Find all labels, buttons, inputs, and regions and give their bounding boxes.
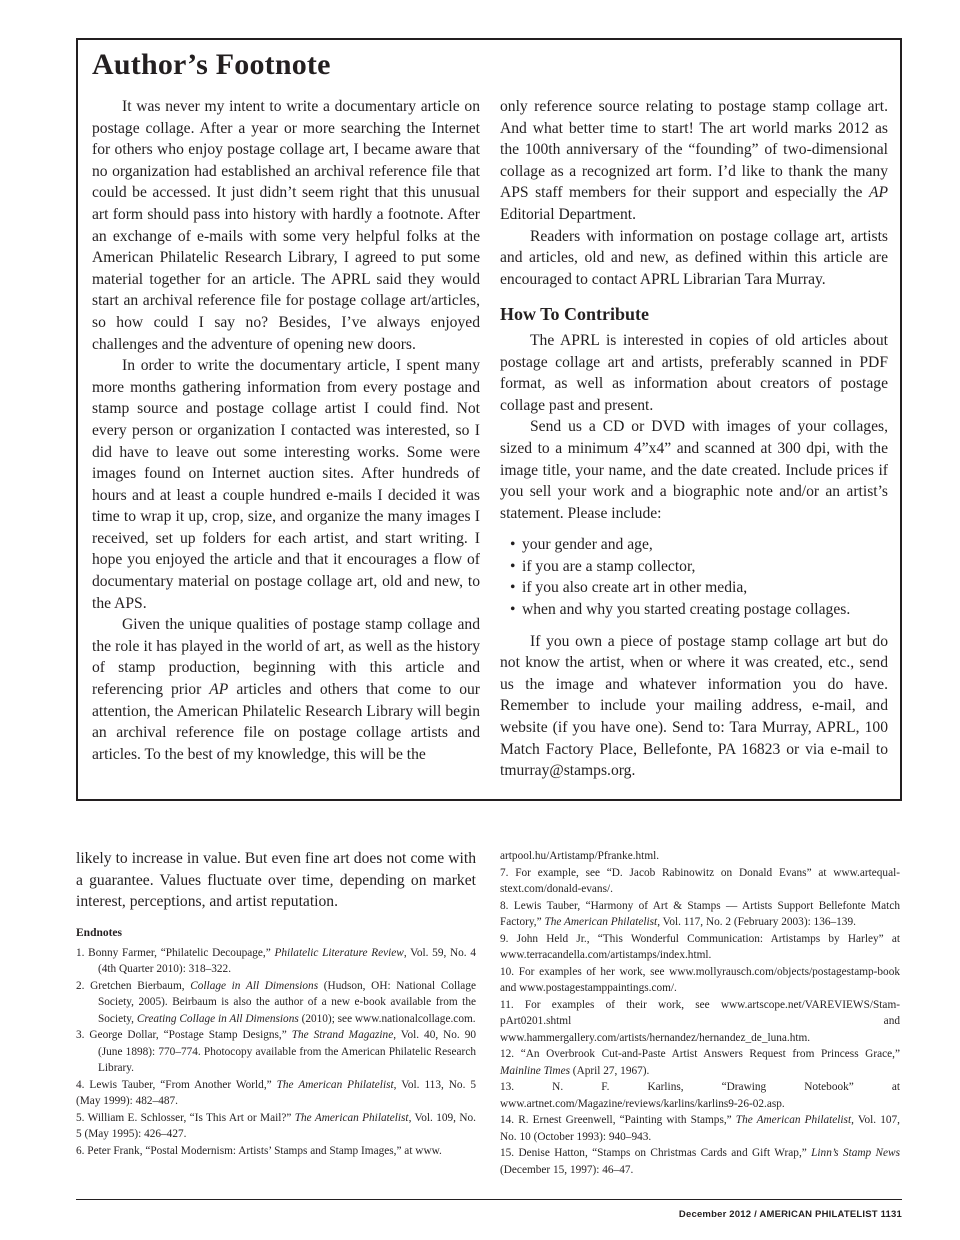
endnotes-heading: Endnotes (76, 926, 123, 939)
endnote-1: 1. Bonny Farmer, “Philatelic Decoupage,” Philatelic Literature Review, Vol. 59, No. 4 (4th Quarter 2010): 318–322. (76, 946, 476, 976)
endnote-10: 10. For examples of her work, see www.mollyrausch.com/objects/postagestamp-book and www.postagestamppaintings.com/. (500, 965, 900, 994)
how-to-contribute-heading: How To Contribute (500, 304, 650, 325)
contribute-paragraph-2: Send us a CD or DVD with images of your collages, sized to a minimum 4”x4” and scanned at 300 dpi, with the image title, your name, and the date created. Include prices if you sell your work and a biographic note and/or an artist’s statement. Please include: (500, 418, 888, 522)
sidebar-paragraph-5: Readers with information on postage collage art, artists and articles, old and new, as defined within this article are encouraged to contact APRL Librarian Tara Murray. (500, 227, 888, 288)
endnote-4: 4. Lewis Tauber, “From Another World,” The American Philatelist, Vol. 113, No. 5 (May 1999): 482–487. (76, 1078, 476, 1108)
footer-rule (76, 1199, 902, 1200)
contribute-closing-paragraph: If you own a piece of postage stamp collage art but do not know the artist, when or where it was created, etc., send us the image and whatever information you do have. Remember to include your mailing address, e-mail, and website (if you have one). Send to: Tara Murray, APRL, 100 Match Factory Place, Bellefonte, PA 16823 or via e-mail to tmurray@stamps.org. (500, 632, 888, 780)
endnotes-list (76, 945, 476, 1160)
bottom-left-column (76, 848, 476, 1159)
endnotes-list-continued (500, 848, 900, 1178)
endnote-7: 7. For example, see “D. Jacob Rabinowitz on Donald Evans” at www.artequalstext.com/donald-evans/. (500, 866, 900, 895)
endnote-13: 13. N. F. Karlins, “Drawing Notebook” at www.artnet.com/Magazine/reviews/karlins/karlins9-26-02.asp. (500, 1081, 900, 1110)
contribute-paragraph-1: The APRL is interested in copies of old articles about postage collage art and artists, preferably scanned in PDF format, as well as information about creators of postage collage past and present. (500, 331, 888, 414)
authors-footnote-box (76, 38, 902, 801)
sidebar-paragraph-1: It was never my intent to write a documentary article on postage collage. After a year or more searching the Internet for others who enjoy postage collage art, I became aware that no organization had established an archival reference file that could be accessed. It just didn’t seem right that this unusual art form should pass into history with hardly a footnote. After an exchange of e-mails with some very helpful folks at the American Philatelic Research Library, I agreed to put some material together for an article. The APRL said they would start an archival reference file for postage collage art/articles, so how could I say no? Besides, I’ve always enjoyed challenges and the adventure of opening new doors. (92, 98, 480, 353)
endnote-9: 9. John Held Jr., “This Wonderful Communication: Artistamps by Harley” at www.terracandella.com/artistamps/index.html. (500, 932, 900, 961)
sidebar-paragraph-3: Given the unique qualities of postage stamp collage and the role it has played in the world of art, as well as the history of stamp production, beginning with this article and referencing prior AP articles and others that come to our attention, the American Philatelic Research Library will begin an archival reference file on postage collage artists and articles. To the best of my knowledge, this will be the (92, 616, 480, 763)
endnote-5: 5. William E. Schlosser, “Is This Art or Mail?” The American Philatelist, Vol. 109, No. 5 (May 1995): 426–427. (76, 1111, 476, 1141)
sidebar-paragraph-2: In order to write the documentary article, I spent many more months gathering information from every postage and stamp source and postage collage artist I could find. Not every person or organization I contacted was interested, so I did have to leave out some interesting works. Some were images found on Internet auction sites. After hundreds of hours and at least a couple hundred e-mails I decided it was time to wrap it up, crop, size, and organize the many images I received, set up folders for each artist, and start writing. I hope you enjoyed the article and that it encourages a flow of documentary material on postage collage art, old and new, to the APS. (92, 357, 480, 612)
contribute-bullet-list (500, 534, 888, 620)
endnote-12: 12. “An Overbrook Cut-and-Paste Artist Answers Request from Princess Grace,” Mainline Times (April 27, 1967). (500, 1048, 900, 1077)
endnote-11: 11. For examples of their work, see www.artscope.net/VAREVIEWS/StampArt0201.shtml and www.hammergallery.com/artists/hernandez/hernandez_de_luna.htm. (500, 998, 900, 1044)
page-folio: December 2012 / AMERICAN PHILATELIST 1131 (678, 1209, 902, 1220)
list-item: • when and why you started creating postage collages. (500, 599, 888, 621)
sidebar-left-column (92, 96, 480, 765)
bottom-right-column (500, 848, 900, 1178)
endnote-6: 6. Peter Frank, “Postal Modernism: Artists’ Stamps and Stamp Images,” at www. (76, 1144, 442, 1157)
body-continuation-text: likely to increase in value. But even fine art does not come with a guarantee. Values fluctuate over time, depending on market interest, perceptions, and artist reputation. (76, 850, 476, 911)
endnote-15: 15. Denise Hatton, “Stamps on Christmas Cards and Gift Wrap,” Linn’s Stamp News (December 15, 1997): 46–47. (500, 1147, 900, 1176)
endnote-8: 8. Lewis Tauber, “Harmony of Art & Stamps — Artists Support Bellefonte Match Factory,” The American Philatelist, Vol. 117, No. 2 (February 2003): 136–139. (500, 899, 900, 928)
endnote-2: 2. Gretchen Bierbaum, Collage in All Dimensions (Hudson, OH: National Collage Society, 2005). Beirbaum is also the author of a new e-book available from the Society, Creating Collage in All Dimensions (2010); see www.nationalcollage.com. (76, 979, 476, 1025)
list-item: • your gender and age, (500, 534, 888, 556)
endnote-3: 3. George Dollar, “Postage Stamp Designs,” The Strand Magazine, Vol. 40, No. 90 (June 1898): 770–774. Photocopy available from the American Philatelic Research Library. (76, 1029, 477, 1075)
box-title: Author’s Footnote (92, 48, 331, 81)
endnote-14: 14. R. Ernest Greenwell, “Painting with Stamps,” The American Philatelist, Vol. 107, No. 10 (October 1993): 940–943. (500, 1114, 900, 1143)
endnote-6-continued: artpool.hu/Artistamp/Pfranke.html. (500, 850, 660, 862)
list-item: • if you also create art in other media, (500, 577, 888, 599)
sidebar-paragraph-4: only reference source relating to postage stamp collage art. And what better time to start! The art world marks 2012 as the 100th anniversary of the “founding” of two-dimensional collage as a recognized art form. I’d like to thank the many APS staff members for their support and especially the AP Editorial Department. (500, 98, 888, 223)
sidebar-right-column (500, 96, 888, 782)
list-item: • if you are a stamp collector, (500, 556, 888, 578)
